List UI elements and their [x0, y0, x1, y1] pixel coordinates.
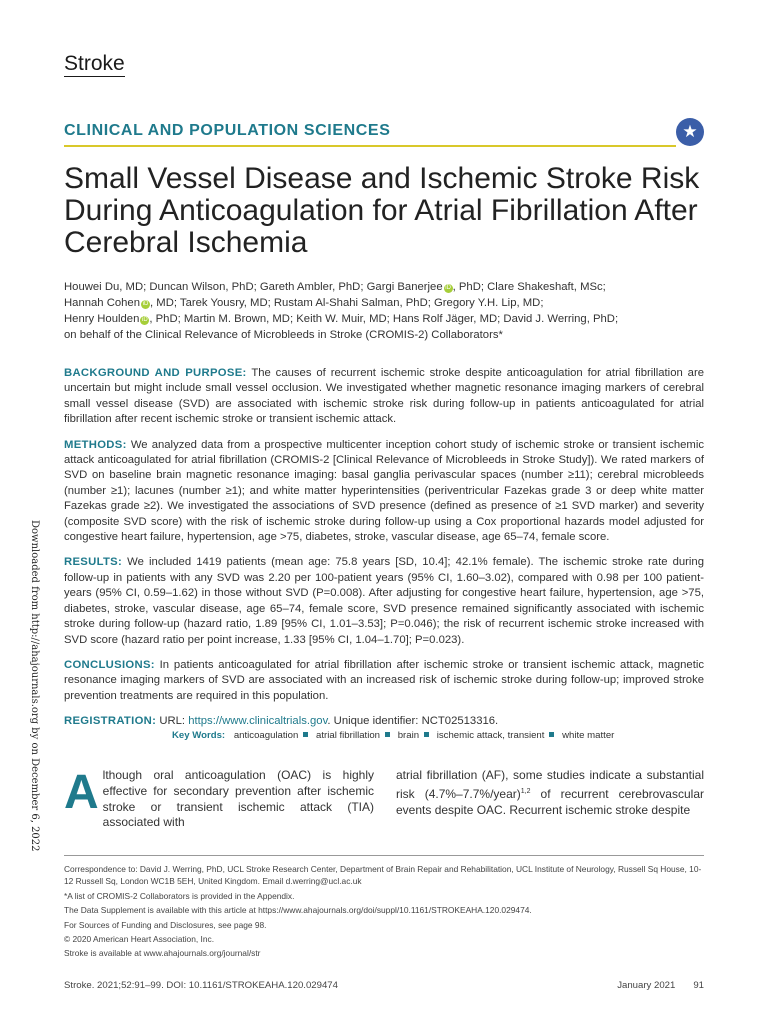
download-note: Downloaded from http://ahajournals.org by on December 6, 2022	[29, 520, 40, 852]
body-column-left	[64, 768, 374, 831]
square-bullet-icon	[549, 732, 554, 737]
footer-right	[617, 980, 704, 991]
author-text: , PhD; Clare Shakeshaft, MSc;	[452, 281, 606, 293]
star-badge-icon: ★	[676, 118, 704, 146]
author-list	[64, 279, 704, 343]
keywords	[172, 730, 614, 741]
methods-text: We analyzed data from a prospective multicenter inception cohort study of ischemic stroke or transient ischemic attack anticoagulated for atrial fibrillation (CROMIS-2 [Clinical Relevance of Microbleeds in Stroke Study]). We rated markers of SVD on baseline brain magnetic resonance imaging: basal ganglia perivascular spaces (number ≥11); cerebral microbleeds (number ≥1); lacunes (number ≥1); and white matter hyperintensities (periventricular Fazekas grade 3 or deep white matter Fazekas grade ≥2). We investigated the associations of SVD presence (defined as presence of ≥1 SVD marker) and severity (composite SVD score) with the risk of ischemic stroke during follow-up using a Cox proportional hazards model adjusted for congestive heart failure, hypertension, age >75, diabetes, stroke, vascular disease, age 65–74, female score.	[64, 438, 704, 544]
orcid-icon[interactable]: iD	[142, 301, 149, 307]
keyword: brain	[397, 730, 420, 741]
keyword: anticoagulation	[233, 730, 299, 741]
body-text: lthough oral anticoagulation (OAC) is highly effective for secondary prevention after ischemic stroke or transient ischemic attack (TIA) associated with	[102, 768, 374, 830]
footnotes	[64, 863, 704, 962]
author-text: , PhD; Martin M. Brown, MD; Keith W. Muir, MD; Hans Rolf Jäger, MD; David J. Werring, PhD;	[149, 313, 619, 325]
section-heading: CLINICAL AND POPULATION SCIENCES	[64, 122, 391, 139]
author-text: , MD; Tarek Yousry, MD; Rustam Al-Shahi Salman, PhD; Gregory Y.H. Lip, MD;	[150, 297, 544, 309]
orcid-icon[interactable]: iD	[445, 285, 451, 291]
keywords-label: Key Words:	[172, 730, 226, 741]
results-text: We included 1419 patients (mean age: 75.8 years [SD, 10.4]; 42.1% female). The ischemic stroke rate during follow-up in patients with any SVD was 2.20 per 100-patient years (95% CI, 1.60–3.02), compared with 0.98 per 100 patient-years (95% CI, 0.59–1.62) in those without SVD (P=0.008). After adjusting for congestive heart failure, hypertension, age >75, diabetes, stroke, vascular disease, age 65–74, female score, SVD presence remained significantly associated with ischemic stroke during follow-up (hazard ratio, 1.89 [95% CI, 1.01–3.53]; P=0.046); the risk of recurrent ischemic stroke increased with SVD score (hazard ratio per point increase, 1.33 [95% CI, 1.04–1.70]; P=0.023).	[64, 556, 704, 646]
footnote: For Sources of Funding and Disclosures, see page 98.	[64, 919, 267, 930]
square-bullet-icon	[385, 732, 390, 737]
author-line	[64, 311, 704, 327]
registration-text: . Unique identifier: NCT02513316.	[327, 715, 499, 728]
footnote: © 2020 American Heart Association, Inc.	[64, 934, 215, 945]
abstract-background	[64, 366, 704, 428]
body-text: of recurrent cerebrovascular events despite OAC. Recurrent ischemic stroke despite	[396, 786, 704, 817]
author-text: Hannah Cohen	[64, 297, 141, 309]
citation-line: Stroke. 2021;52:91–99. DOI: 10.1161/STROKEAHA.120.029474	[64, 980, 338, 991]
footnote-divider	[64, 855, 704, 856]
citation-ref[interactable]: 1,2	[520, 787, 531, 795]
footnote: Correspondence to: David J. Werring, PhD, UCL Stroke Research Center, Department of Brain Repair and Rehabilitation, UCL Institute of Neurology, Russell Sq House, 10-12 Russell Sq, London WC1B 5EH, United Kingdom. Email d.werring@ucl.ac.uk	[64, 864, 702, 887]
journal-title: Stroke	[64, 52, 125, 75]
abstract-registration	[64, 714, 704, 729]
download-watermark	[28, 520, 42, 852]
background-label: BACKGROUND AND PURPOSE:	[64, 367, 247, 379]
author-line	[64, 295, 704, 311]
square-bullet-icon	[424, 732, 429, 737]
abstract-conclusions	[64, 658, 704, 704]
body-text: atrial fibrillation (AF), some studies indicate a substantial risk (4.7%–7.7%/year)	[396, 768, 704, 801]
registration-link[interactable]: https://www.clinicaltrials.gov	[188, 715, 328, 728]
issue-date: January 2021	[617, 980, 676, 991]
registration-text: URL:	[159, 715, 189, 728]
keyword: atrial fibrillation	[316, 730, 381, 741]
methods-label: METHODS:	[64, 438, 127, 451]
footnote: *A list of CROMIS-2 Collaborators is provided in the Appendix.	[64, 890, 295, 901]
collaborators-line: on behalf of the Clinical Relevance of Microbleeds in Stroke (CROMIS-2) Collaborators*	[64, 329, 503, 341]
square-bullet-icon	[303, 732, 308, 737]
abstract-methods	[64, 438, 704, 546]
orcid-icon[interactable]: iD	[142, 317, 148, 323]
author-line	[64, 279, 704, 295]
abstract	[64, 366, 704, 740]
registration-label: REGISTRATION:	[64, 715, 157, 728]
footnote: The Data Supplement is available with this article at https://www.ahajournals.org/doi/suppl/10.1161/STROKEAHA.120.029474.	[64, 905, 532, 916]
keyword: white matter	[562, 730, 615, 741]
footnote: Stroke is available at www.ahajournals.org/journal/str	[64, 948, 261, 959]
background-text: The causes of recurrent ischemic stroke despite anticoagulation for atrial fibrillation are uncertain but might include small vessel occlusion. We investigated whether magnetic resonance imaging markers of cerebral small vessel disease (SVD) are associated with ischemic stroke risk during follow-up in patients anticoagulated for atrial fibrillation after recent ischemic stroke or transient ischemic attack.	[64, 367, 704, 426]
author-text: Henry Houlden	[64, 313, 140, 325]
keyword: ischemic attack, transient	[436, 730, 545, 741]
drop-cap: A	[64, 766, 99, 819]
results-label: RESULTS:	[64, 556, 123, 569]
article-title: Small Vessel Disease and Ischemic Stroke Risk During Anticoagulation for Atrial Fibrillation After Cerebral Ischemia	[64, 162, 700, 259]
conclusions-text: In patients anticoagulated for atrial fibrillation after ischemic stroke or transient ischemic attack, magnetic resonance imaging markers of SVD are associated with an increased risk of ischemic stroke during follow-up; improved stroke prevention treatments are required in this population.	[64, 658, 704, 702]
page-footer	[64, 980, 704, 991]
page-number: 91	[693, 980, 704, 991]
abstract-results	[64, 555, 704, 647]
conclusions-label: CONCLUSIONS:	[64, 658, 155, 671]
author-text: Houwei Du, MD; Duncan Wilson, PhD; Gareth Ambler, PhD; Gargi Banerjee	[64, 281, 443, 293]
body-column-right	[396, 768, 704, 818]
section-rule	[64, 145, 676, 147]
